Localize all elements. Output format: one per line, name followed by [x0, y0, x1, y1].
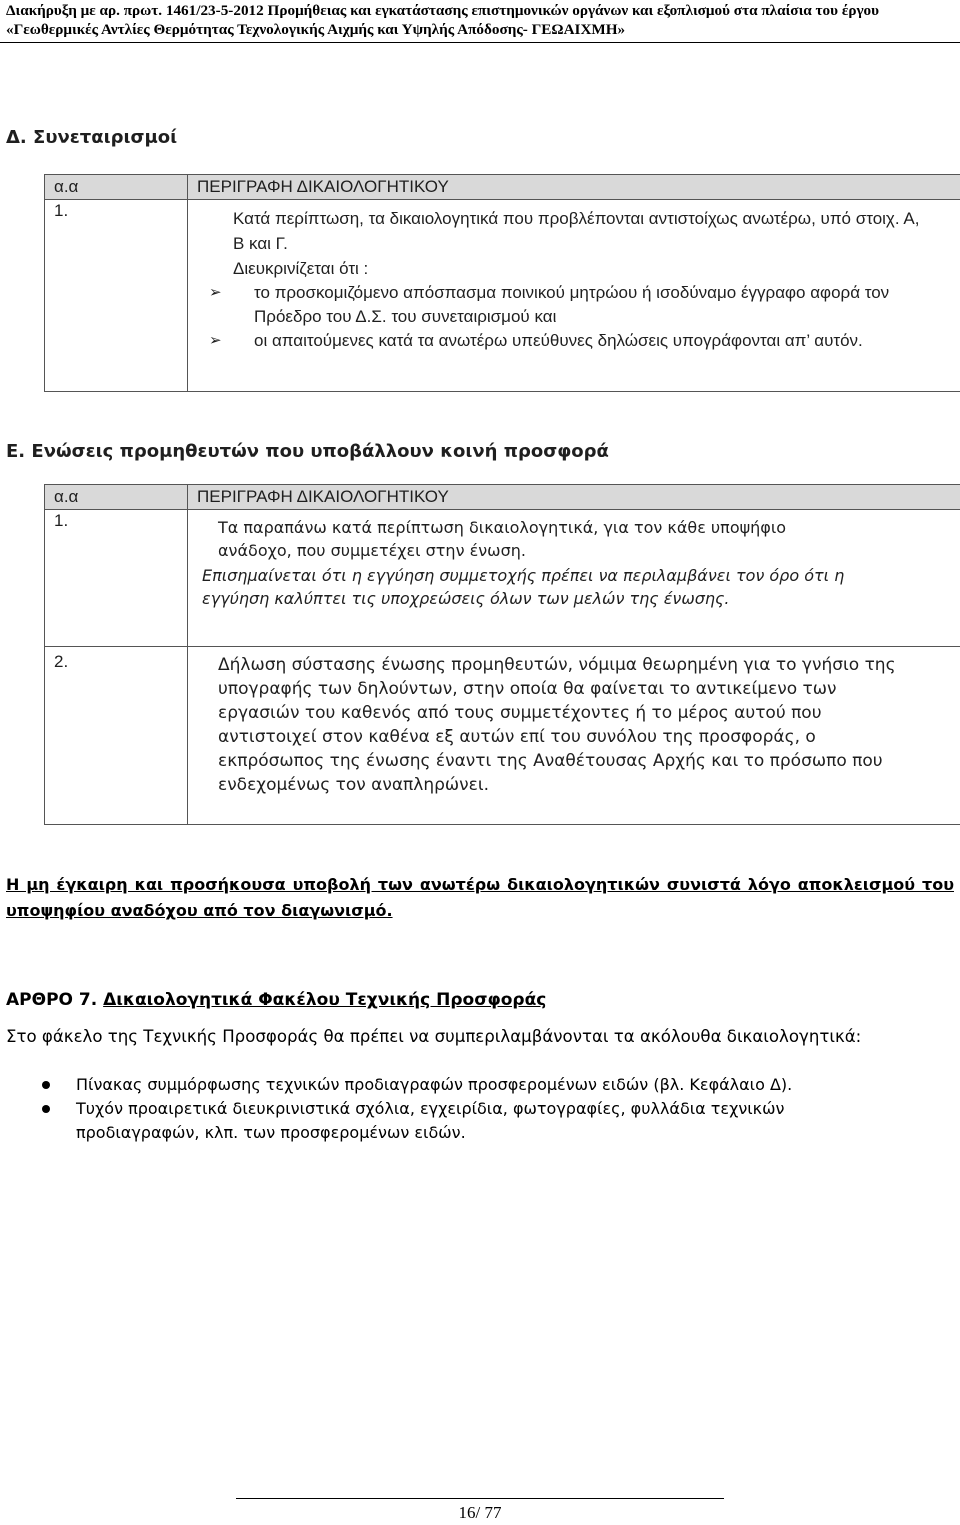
- table-row: [45, 200, 960, 392]
- article-intro: Στο φάκελο της Τεχνικής Προσφοράς θα πρέπει να συμπεριλαμβάνονται τα ακόλουθα δικαιολογητικά:: [6, 1027, 862, 1046]
- table-row: [45, 510, 960, 647]
- document-header: [6, 1, 956, 39]
- row-number: 1.: [45, 510, 188, 647]
- table-row: [45, 647, 960, 825]
- section-d-title: Δ. Συνεταιρισμοί: [6, 127, 178, 148]
- col-header-aa: α.α: [45, 175, 188, 200]
- arrow-bullet-icon: ➢: [209, 284, 222, 301]
- header-line-1: Διακήρυξη με αρ. πρωτ. 1461/23-5-2012 Προμήθειας και εγκατάστασης επιστημονικών οργάνων και εξοπλισμού στα πλαίσια του έργου: [6, 2, 880, 19]
- list-item-text: Πίνακας συμμόρφωσης τεχνικών προδιαγραφών προσφερομένων ειδών (βλ. Κεφάλαιο Δ).: [76, 1075, 793, 1094]
- header-line-2: «Γεωθερμικές Αντλίες Θερμότητας Τεχνολογικής Αιχμής και Υψηλής Απόδοσης- ΓΕΩΑΙΧΜΗ»: [6, 21, 626, 38]
- list-item-text: Τυχόν προαιρετικά διευκρινιστικά σχόλια, εγχειρίδια, φωτογραφίες, φυλλάδια τεχνικών προδιαγραφών, κλπ. των προσφερομένων ειδών.: [76, 1099, 785, 1142]
- row-number: 2.: [45, 647, 188, 825]
- section-d-table: [44, 174, 960, 392]
- description-text: Δήλωση σύστασης ένωσης προμηθευτών, νόμιμα θεωρημένη για το γνήσιο της υπογραφής των δηλούντων, στην οποία θα φαίνεται το αντικείμενο των εργασιών του καθενός από τους συμμετέχοντες ή το μέρος αυτού που αντιστοιχεί στον καθένα εξ αυτών επί του συνόλου της προσφοράς, ο εκπρόσωπος της ένωσης έναντι της Αναθέτουσας Αρχής και το πρόσωπο που ενδεχομένως τον αναπληρώνει.: [218, 655, 896, 795]
- section-e-title: Ε. Ενώσεις προμηθευτών που υποβάλλουν κοινή προσφορά: [6, 441, 609, 462]
- row-description: [188, 200, 960, 392]
- arrow-bullet-icon: ➢: [209, 332, 222, 349]
- requirements-list: [6, 1073, 846, 1145]
- description-line: Κατά περίπτωση, τα δικαιολογητικά που προβλέπονται αντιστοίχως ανωτέρω, υπό στοιχ. Α, Β και Γ.: [233, 209, 920, 253]
- row-description: [188, 647, 960, 825]
- section-e-table: [44, 484, 960, 825]
- warning-text: Η μη έγκαιρη και προσήκουσα υποβολή των ανωτέρω δικαιολογητικών συνιστά λόγο αποκλεισμού του υποψηφίου αναδόχου από τον διαγωνισμό: [6, 875, 954, 920]
- table-header-row: [45, 175, 960, 200]
- list-item: [6, 1073, 846, 1097]
- warning-suffix: .: [386, 901, 393, 920]
- bullet-text: το προσκομιζόμενο απόσπασμα ποινικού μητρώου ή ισοδύναμο έγγραφο αφορά τον Πρόεδρο του Δ.Σ. του συνεταιρισμού και: [254, 283, 890, 326]
- bullet-dot-icon: [42, 1081, 50, 1089]
- col-header-description: ΠΕΡΙΓΡΑΦΗ ΔΙΚΑΙΟΛΟΓΗΤΙΚΟΥ: [188, 175, 960, 200]
- bullet-text: οι απαιτούμενες κατά τα ανωτέρω υπεύθυνες δηλώσεις υπογράφονται απ’ αυτόν.: [254, 331, 863, 350]
- clarification-line: Διευκρινίζεται ότι :: [233, 259, 369, 278]
- article-7-heading: [6, 988, 546, 1012]
- footer-divider: [236, 1498, 724, 1499]
- row-number: 1.: [45, 200, 188, 392]
- article-title: Δικαιολογητικά Φακέλου Τεχνικής Προσφοράς: [103, 990, 547, 1010]
- row-description: [188, 510, 960, 647]
- italic-note: Επισημαίνεται ότι η εγγύηση συμμετοχής πρέπει να περιλαμβάνει τον όρο ότι η εγγύηση καλύπτει τις υποχρεώσεις όλων των μελών της ένωσης.: [202, 566, 845, 608]
- article-number: ΑΡΘΡΟ 7.: [6, 990, 98, 1010]
- page-number: 16/ 77: [458, 1503, 502, 1522]
- bullet-dot-icon: [42, 1105, 50, 1113]
- list-item: [188, 329, 934, 353]
- exclusion-warning: [6, 872, 954, 924]
- table-header-row: [45, 485, 960, 510]
- col-header-aa: α.α: [45, 485, 188, 510]
- col-header-description: ΠΕΡΙΓΡΑΦΗ ΔΙΚΑΙΟΛΟΓΗΤΙΚΟΥ: [188, 485, 960, 510]
- list-item: [188, 281, 904, 329]
- list-item: [6, 1097, 846, 1145]
- description-text: Τα παραπάνω κατά περίπτωση δικαιολογητικά, για τον κάθε υποψήφιο ανάδοχο, που συμμετέχει στην ένωση.: [218, 518, 787, 560]
- header-divider: [0, 42, 960, 43]
